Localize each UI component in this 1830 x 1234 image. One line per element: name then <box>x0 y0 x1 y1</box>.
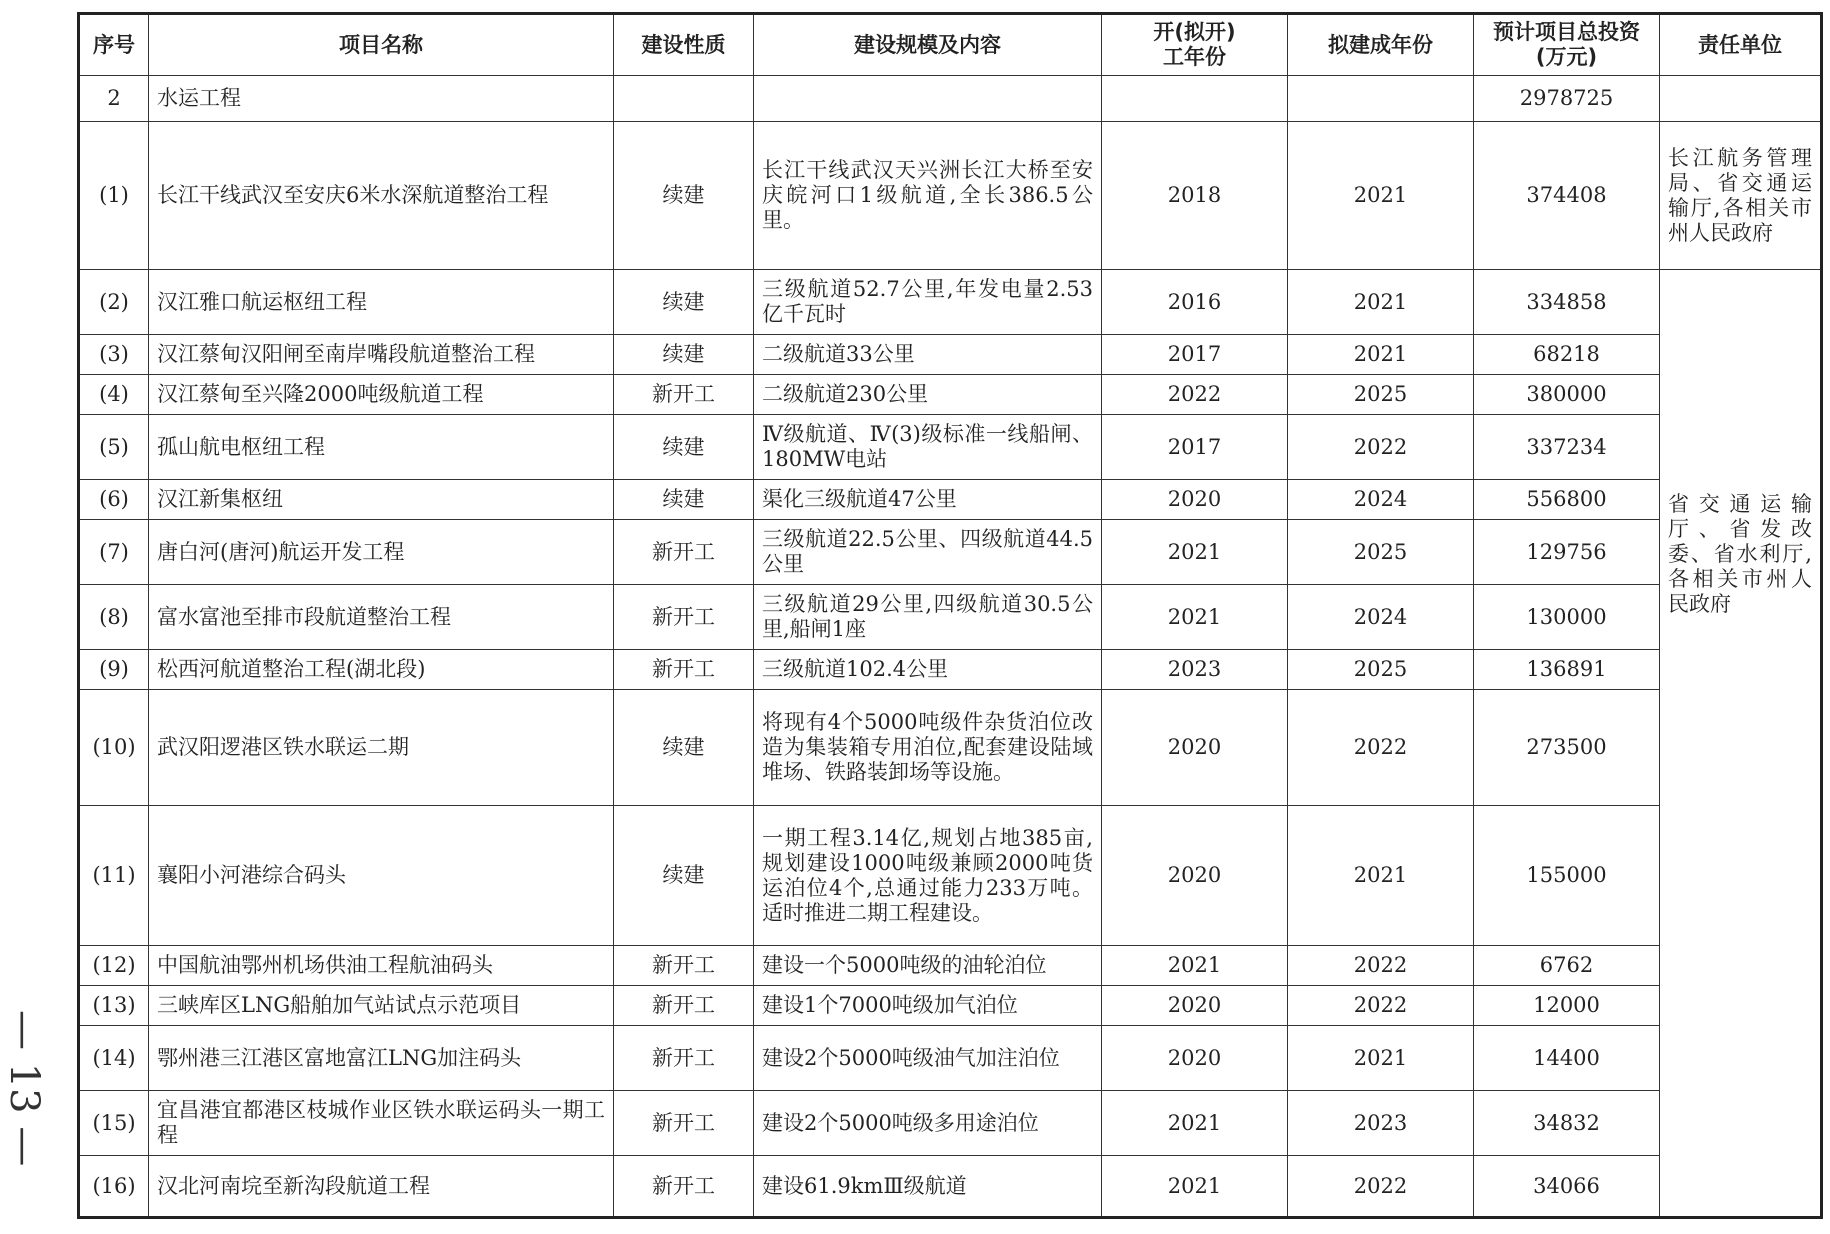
header-seq: 序号 <box>79 14 149 76</box>
row-invest: 14400 <box>1474 1026 1660 1091</box>
row-start: 2016 <box>1102 270 1288 335</box>
row-seq: (11) <box>79 806 149 946</box>
row-name: 汉江雅口航运枢纽工程 <box>149 270 614 335</box>
header-row <box>79 14 1822 76</box>
row-name: 宜昌港宜都港区枝城作业区铁水联运码头一期工程 <box>149 1091 614 1156</box>
row-finish: 2025 <box>1288 520 1474 585</box>
responsible-unit-1: 长江航务管理局、省交通运输厅,各相关市州人民政府 <box>1660 122 1822 270</box>
table-row <box>79 585 1822 650</box>
row-scale: 渠化三级航道47公里 <box>754 480 1102 520</box>
row-finish: 2021 <box>1288 122 1474 270</box>
row-nature: 新开工 <box>614 1156 754 1218</box>
row-seq: (4) <box>79 375 149 415</box>
row-invest: 12000 <box>1474 986 1660 1026</box>
row-scale: 将现有4个5000吨级件杂货泊位改造为集装箱专用泊位,配套建设陆域堆场、铁路装卸场等设施。 <box>754 690 1102 806</box>
row-invest: 6762 <box>1474 946 1660 986</box>
header-invest-line1: 预计项目总投资 <box>1493 20 1640 44</box>
row-seq: (13) <box>79 986 149 1026</box>
row-invest: 68218 <box>1474 335 1660 375</box>
row-finish: 2021 <box>1288 335 1474 375</box>
row-name: 富水富池至排市段航道整治工程 <box>149 585 614 650</box>
row-start: 2021 <box>1102 585 1288 650</box>
row-invest: 556800 <box>1474 480 1660 520</box>
row-seq: (9) <box>79 650 149 690</box>
row-scale: 三级航道29公里,四级航道30.5公里,船闸1座 <box>754 585 1102 650</box>
row-name: 鄂州港三江港区富地富江LNG加注码头 <box>149 1026 614 1091</box>
row-start: 2020 <box>1102 1026 1288 1091</box>
table-row <box>79 122 1822 270</box>
row-scale: 一期工程3.14亿,规划占地385亩,规划建设1000吨级兼顾2000吨货运泊位4个,总通过能力233万吨。适时推进二期工程建设。 <box>754 806 1102 946</box>
header-nature: 建设性质 <box>614 14 754 76</box>
row-nature: 新开工 <box>614 1091 754 1156</box>
row-scale: Ⅳ级航道、Ⅳ(3)级标准一线船闸、180MW电站 <box>754 415 1102 480</box>
row-finish: 2022 <box>1288 946 1474 986</box>
row-nature: 新开工 <box>614 375 754 415</box>
row-name: 中国航油鄂州机场供油工程航油码头 <box>149 946 614 986</box>
table-row <box>79 986 1822 1026</box>
row-scale: 建设2个5000吨级多用途泊位 <box>754 1091 1102 1156</box>
row-seq: (2) <box>79 270 149 335</box>
row-invest: 34832 <box>1474 1091 1660 1156</box>
row-seq: (3) <box>79 335 149 375</box>
row-nature: 新开工 <box>614 946 754 986</box>
row-name: 汉江蔡甸至兴隆2000吨级航道工程 <box>149 375 614 415</box>
row-seq: (7) <box>79 520 149 585</box>
row-name: 松西河航道整治工程(湖北段) <box>149 650 614 690</box>
row-nature: 新开工 <box>614 520 754 585</box>
row-scale: 二级航道33公里 <box>754 335 1102 375</box>
header-scale: 建设规模及内容 <box>754 14 1102 76</box>
row-nature: 续建 <box>614 270 754 335</box>
row-start: 2021 <box>1102 520 1288 585</box>
row-finish: 2024 <box>1288 480 1474 520</box>
row-invest: 136891 <box>1474 650 1660 690</box>
row-seq: (5) <box>79 415 149 480</box>
row-finish: 2024 <box>1288 585 1474 650</box>
table-row <box>79 415 1822 480</box>
header-name: 项目名称 <box>149 14 614 76</box>
category-name: 水运工程 <box>149 76 614 122</box>
responsible-unit-2: 省交通运输厅、省发改委、省水利厅,各相关市州人民政府 <box>1660 270 1822 1218</box>
header-start-line1: 开(拟开) <box>1153 20 1236 44</box>
row-name: 孤山航电枢纽工程 <box>149 415 614 480</box>
row-invest: 380000 <box>1474 375 1660 415</box>
row-seq: (8) <box>79 585 149 650</box>
row-start: 2021 <box>1102 1156 1288 1218</box>
row-start: 2023 <box>1102 650 1288 690</box>
row-invest: 129756 <box>1474 520 1660 585</box>
category-row <box>79 76 1822 122</box>
row-invest: 374408 <box>1474 122 1660 270</box>
row-finish: 2021 <box>1288 1026 1474 1091</box>
row-finish: 2021 <box>1288 270 1474 335</box>
row-invest: 337234 <box>1474 415 1660 480</box>
table-row <box>79 946 1822 986</box>
header-invest-line2: (万元) <box>1535 45 1598 69</box>
table-row <box>79 335 1822 375</box>
row-start: 2020 <box>1102 806 1288 946</box>
row-finish: 2022 <box>1288 690 1474 806</box>
row-start: 2020 <box>1102 690 1288 806</box>
row-start: 2017 <box>1102 335 1288 375</box>
header-start-line2: 工年份 <box>1163 45 1226 69</box>
row-start: 2021 <box>1102 946 1288 986</box>
row-start: 2022 <box>1102 375 1288 415</box>
header-start <box>1102 14 1288 76</box>
row-scale: 建设2个5000吨级油气加注泊位 <box>754 1026 1102 1091</box>
row-finish: 2022 <box>1288 1156 1474 1218</box>
row-scale: 建设一个5000吨级的油轮泊位 <box>754 946 1102 986</box>
row-name: 襄阳小河港综合码头 <box>149 806 614 946</box>
row-scale: 三级航道52.7公里,年发电量2.53亿千瓦时 <box>754 270 1102 335</box>
table-row <box>79 690 1822 806</box>
row-seq: (1) <box>79 122 149 270</box>
row-start: 2021 <box>1102 1091 1288 1156</box>
row-seq: (10) <box>79 690 149 806</box>
table-row <box>79 650 1822 690</box>
row-invest: 34066 <box>1474 1156 1660 1218</box>
row-start: 2020 <box>1102 986 1288 1026</box>
row-scale: 三级航道102.4公里 <box>754 650 1102 690</box>
row-name: 长江干线武汉至安庆6米水深航道整治工程 <box>149 122 614 270</box>
table-row <box>79 375 1822 415</box>
header-finish: 拟建成年份 <box>1288 14 1474 76</box>
table-row <box>79 806 1822 946</box>
row-finish: 2025 <box>1288 650 1474 690</box>
row-seq: (15) <box>79 1091 149 1156</box>
row-start: 2018 <box>1102 122 1288 270</box>
row-seq: (6) <box>79 480 149 520</box>
row-invest: 130000 <box>1474 585 1660 650</box>
row-nature: 续建 <box>614 690 754 806</box>
row-nature: 续建 <box>614 335 754 375</box>
row-finish: 2021 <box>1288 806 1474 946</box>
row-name: 唐白河(唐河)航运开发工程 <box>149 520 614 585</box>
row-nature: 续建 <box>614 415 754 480</box>
row-seq: (12) <box>79 946 149 986</box>
row-finish: 2025 <box>1288 375 1474 415</box>
table-row <box>79 480 1822 520</box>
table-row <box>79 520 1822 585</box>
row-seq: (16) <box>79 1156 149 1218</box>
row-finish: 2022 <box>1288 986 1474 1026</box>
row-start: 2020 <box>1102 480 1288 520</box>
row-nature: 新开工 <box>614 986 754 1026</box>
row-scale: 建设61.9kmⅢ级航道 <box>754 1156 1102 1218</box>
table-row <box>79 1156 1822 1218</box>
row-seq: (14) <box>79 1026 149 1091</box>
row-nature: 新开工 <box>614 585 754 650</box>
page-number: — 13 — <box>1 1010 47 1167</box>
row-finish: 2023 <box>1288 1091 1474 1156</box>
table-row <box>79 1091 1822 1156</box>
row-nature: 新开工 <box>614 1026 754 1091</box>
row-nature: 续建 <box>614 122 754 270</box>
category-seq: 2 <box>79 76 149 122</box>
project-table <box>77 12 1823 1219</box>
row-scale: 二级航道230公里 <box>754 375 1102 415</box>
row-scale: 建设1个7000吨级加气泊位 <box>754 986 1102 1026</box>
row-scale: 长江干线武汉天兴洲长江大桥至安庆皖河口1级航道,全长386.5公里。 <box>754 122 1102 270</box>
row-scale: 三级航道22.5公里、四级航道44.5公里 <box>754 520 1102 585</box>
row-invest: 273500 <box>1474 690 1660 806</box>
row-name: 汉江蔡甸汉阳闸至南岸嘴段航道整治工程 <box>149 335 614 375</box>
row-nature: 续建 <box>614 480 754 520</box>
table-row <box>79 270 1822 335</box>
row-name: 汉北河南垸至新沟段航道工程 <box>149 1156 614 1218</box>
header-invest <box>1474 14 1660 76</box>
row-name: 武汉阳逻港区铁水联运二期 <box>149 690 614 806</box>
row-name: 三峡库区LNG船舶加气站试点示范项目 <box>149 986 614 1026</box>
row-invest: 155000 <box>1474 806 1660 946</box>
row-finish: 2022 <box>1288 415 1474 480</box>
row-invest: 334858 <box>1474 270 1660 335</box>
row-name: 汉江新集枢纽 <box>149 480 614 520</box>
table-row <box>79 1026 1822 1091</box>
row-nature: 续建 <box>614 806 754 946</box>
row-nature: 新开工 <box>614 650 754 690</box>
header-unit: 责任单位 <box>1660 14 1822 76</box>
row-start: 2017 <box>1102 415 1288 480</box>
category-invest: 2978725 <box>1474 76 1660 122</box>
